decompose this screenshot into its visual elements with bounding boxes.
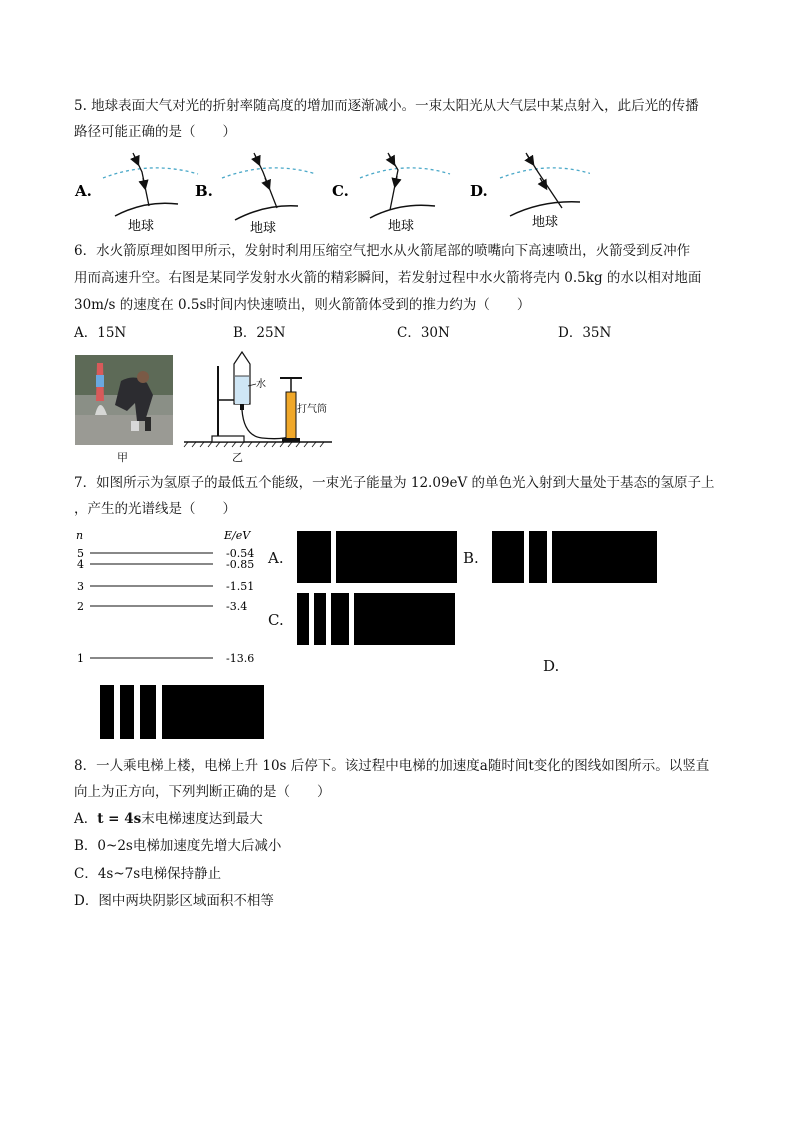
q8-option-b: B．0~2s电梯加速度先增大后减小 <box>74 838 282 854</box>
q5-option-d-label: D. <box>470 182 488 200</box>
q7-energy-level-diagram <box>70 526 260 671</box>
q5-a-light-ray <box>133 153 149 206</box>
q6-apparatus-diagram <box>182 350 342 462</box>
q5-option-b-label: B. <box>195 182 213 200</box>
q8-option-a-prefix: A． <box>74 811 98 827</box>
q6-label-jia: 甲 <box>117 451 128 464</box>
q6-option-d: D．35N <box>558 325 612 341</box>
q5-option-c-label: C. <box>332 182 349 200</box>
q6-stem-line2: 用而高速升空。右图是某同学发射水火箭的精彩瞬间，若发射过程中水火箭将壳内 0.5kg 的水以相对地面 <box>74 270 702 286</box>
q7-level-2-e: -3.4 <box>226 600 248 613</box>
q5-a-earth-surface <box>115 203 178 216</box>
q5-c-atmosphere-boundary <box>360 168 450 178</box>
q7-level-1-n: 1 <box>77 652 84 665</box>
q7-stem-line1: 7．如图所示为氢原子的最低五个能级，一束光子能量为 12.09eV 的单色光入射到大量处于基态的氢原子上 <box>74 475 715 491</box>
q8-stem-line1: 8．一人乘电梯上楼，电梯上升 10s 后停下。该过程中电梯的加速度a随时间t变化的图线如图所示。以竖直 <box>74 758 710 774</box>
q6-water-label: 水 <box>256 379 266 390</box>
q5-c-earth-label: 地球 <box>388 219 415 234</box>
q5-stem-line2: 路径可能正确的是（ ） <box>74 124 236 140</box>
q6-option-a: A．15N <box>74 325 127 341</box>
q7-option-c-label: C. <box>268 611 284 629</box>
q5-d-earth-surface <box>510 202 580 216</box>
q7-spectrum-d <box>100 685 264 739</box>
q5-a-earth-label: 地球 <box>128 219 155 234</box>
q6-stem-line3: 30m/s 的速度在 0.5s时间内快速喷出，则火箭箭体受到的推力约为（ ） <box>74 297 531 313</box>
q8-option-a-formula: t = 4s <box>97 811 142 827</box>
q6-label-yi: 乙 <box>232 451 243 464</box>
q6-option-b: B．25N <box>233 325 286 341</box>
q5-c-earth-surface <box>370 205 435 218</box>
q7-spectrum-c <box>297 593 455 645</box>
q5-stem-line1: 5. 地球表面大气对光的折射率随高度的增加而逐渐减小。一束太阳光从大气层中某点射入，此后光的传播 <box>74 98 699 114</box>
q8-option-a <box>74 810 263 828</box>
q6-rocket-photo <box>75 355 173 445</box>
q7-level-5-e: -0.54 <box>226 547 255 560</box>
q6-stem-line1: 6．水火箭原理如图甲所示，发射时利用压缩空气把水从火箭尾部的喷嘴向下高速喷出，火箭受到反冲作 <box>74 243 691 259</box>
q7-level-5-n: 5 <box>77 547 84 560</box>
q7-level-4-n: 4 <box>77 558 84 571</box>
q8-option-c: C．4s~7s电梯保持静止 <box>74 866 222 882</box>
q5-d-earth-label: 地球 <box>532 215 559 230</box>
q7-option-b-label: B. <box>463 549 479 567</box>
q7-option-a-label: A. <box>268 549 284 567</box>
q6-option-c: C．30N <box>397 325 450 341</box>
q5-figures <box>70 148 590 236</box>
q7-level-3-e: -1.51 <box>226 580 255 593</box>
q5-b-earth-surface <box>235 206 298 220</box>
q6-pump-label: 打气筒 <box>297 404 327 415</box>
q7-axis-n: n <box>76 529 84 542</box>
q7-level-3-n: 3 <box>77 580 84 593</box>
q7-spectrum-b <box>492 531 657 583</box>
q7-spectrum-a <box>297 531 457 583</box>
q8-option-d: D．图中两块阴影区域面积不相等 <box>74 893 274 909</box>
q7-level-4-e: -0.85 <box>226 558 255 571</box>
q7-stem-line2: ，产生的光谱线是（ ） <box>74 501 236 517</box>
q5-a-atmosphere-boundary <box>103 168 198 178</box>
q8-stem-line2: 向上为正方向，下列判断正确的是（ ） <box>74 784 331 800</box>
q7-level-1-e: -13.6 <box>226 652 255 665</box>
q5-b-atmosphere-boundary <box>222 168 316 178</box>
q7-option-d-label: D. <box>543 657 560 675</box>
q8-option-a-text: 末电梯速度达到最大 <box>141 811 263 827</box>
q7-level-2-n: 2 <box>77 600 84 613</box>
q5-b-earth-label: 地球 <box>250 221 277 236</box>
q7-axis-e: E/eV <box>224 529 251 542</box>
q5-d-atmosphere-boundary <box>500 168 590 178</box>
q5-option-a-label: A. <box>75 182 92 200</box>
